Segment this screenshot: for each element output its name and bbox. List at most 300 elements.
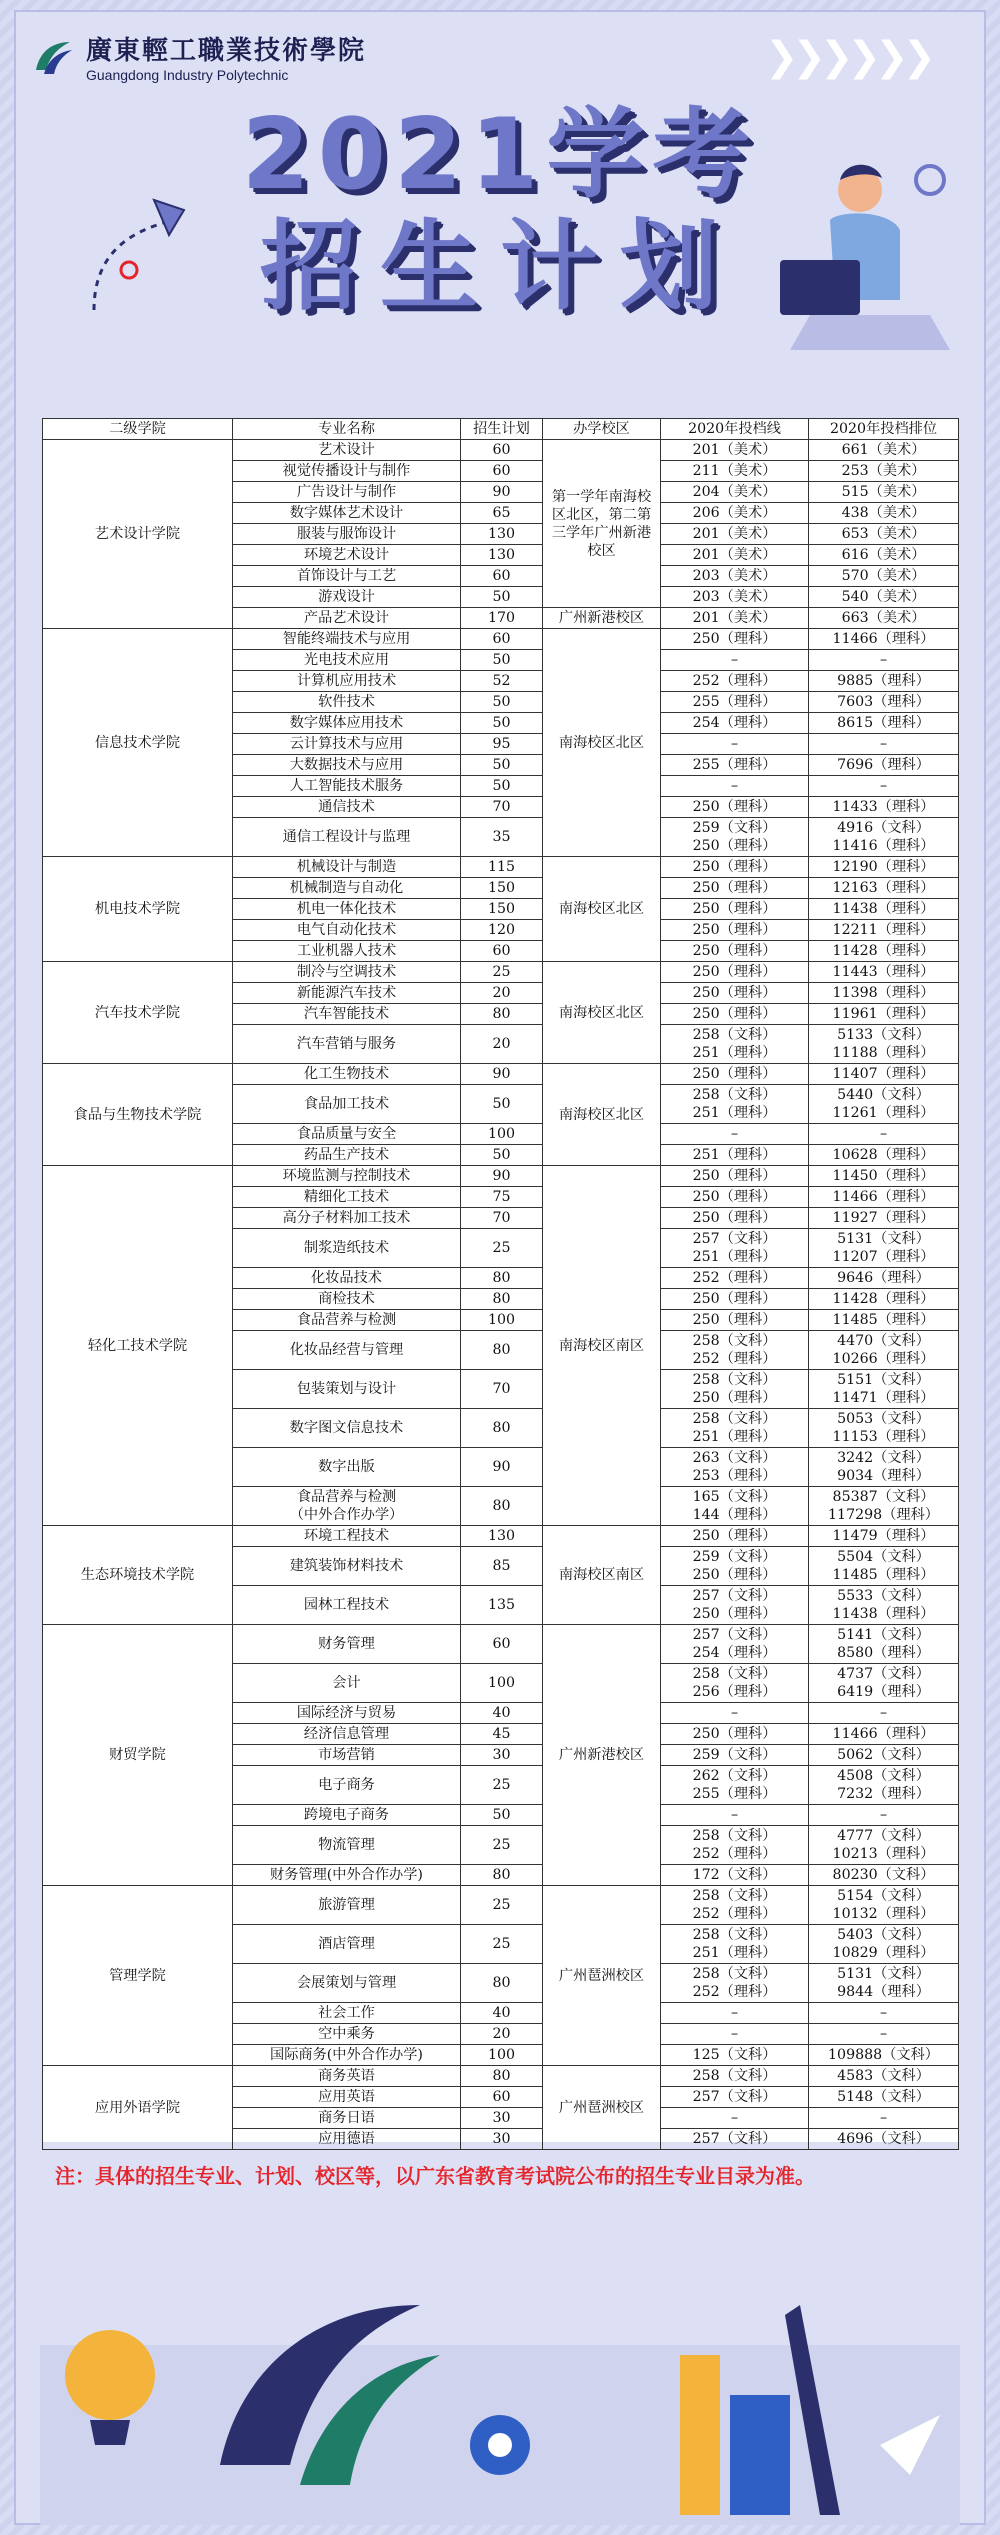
campus-cell: 南海校区北区 [543, 962, 661, 1064]
plan-cell: 50 [461, 755, 543, 776]
plan-cell: 52 [461, 671, 543, 692]
campus-cell: 南海校区南区 [543, 1526, 661, 1625]
score-cell: – [661, 2108, 809, 2129]
major-cell: 产品艺术设计 [233, 608, 461, 629]
plan-cell: 95 [461, 734, 543, 755]
plan-cell: 80 [461, 1268, 543, 1289]
rank-cell: 11479（理科） [809, 1526, 959, 1547]
major-cell: 财务管理 [233, 1625, 461, 1664]
plan-cell: 100 [461, 1124, 543, 1145]
score-cell: 165（文科） 144（理科） [661, 1487, 809, 1526]
score-cell: 201（美术） [661, 608, 809, 629]
major-cell: 国际经济与贸易 [233, 1703, 461, 1724]
major-cell: 财务管理(中外合作办学) [233, 1865, 461, 1886]
score-cell: 259（文科） [661, 1745, 809, 1766]
score-cell: 259（文科） 250（理科） [661, 1547, 809, 1586]
rank-cell: 109888（文科） [809, 2045, 959, 2066]
plan-cell: 45 [461, 1724, 543, 1745]
score-cell: 252（理科） [661, 671, 809, 692]
plan-cell: 50 [461, 1085, 543, 1124]
score-cell: 258（文科） 251（理科） [661, 1409, 809, 1448]
plan-cell: 40 [461, 1703, 543, 1724]
rank-cell: – [809, 2024, 959, 2045]
rank-cell: 4508（文科） 7232（理科） [809, 1766, 959, 1805]
major-cell: 商务日语 [233, 2108, 461, 2129]
bottom-decoration-illustration [40, 2245, 960, 2525]
plan-cell: 80 [461, 2066, 543, 2087]
plan-cell: 50 [461, 1805, 543, 1826]
major-cell: 广告设计与制作 [233, 482, 461, 503]
plan-cell: 50 [461, 587, 543, 608]
college-cell: 财贸学院 [43, 1625, 233, 1886]
rank-cell: 5440（文科） 11261（理科） [809, 1085, 959, 1124]
plan-cell: 90 [461, 1448, 543, 1487]
plan-cell: 80 [461, 1487, 543, 1526]
major-cell: 云计算技术与应用 [233, 734, 461, 755]
rank-cell: 5533（文科） 11438（理科） [809, 1586, 959, 1625]
major-cell: 化妆品技术 [233, 1268, 461, 1289]
plan-cell: 80 [461, 1865, 543, 1886]
score-cell: 258（文科） 252（理科） [661, 1826, 809, 1865]
table-row [43, 440, 959, 461]
plan-cell: 30 [461, 2108, 543, 2129]
table-row [43, 857, 959, 878]
major-cell: 制浆造纸技术 [233, 1229, 461, 1268]
plan-cell: 100 [461, 1310, 543, 1331]
major-cell: 药品生产技术 [233, 1145, 461, 1166]
major-cell: 包装策划与设计 [233, 1370, 461, 1409]
school-name-en: Guangdong Industry Polytechnic [86, 67, 289, 83]
major-cell: 机械设计与制造 [233, 857, 461, 878]
score-cell: 259（文科） 250（理科） [661, 818, 809, 857]
major-cell: 数字媒体应用技术 [233, 713, 461, 734]
college-cell: 轻化工技术学院 [43, 1166, 233, 1526]
plan-cell: 90 [461, 1166, 543, 1187]
rank-cell: 85387（文科） 117298（理科） [809, 1487, 959, 1526]
major-cell: 制冷与空调技术 [233, 962, 461, 983]
score-cell: 251（理科） [661, 1145, 809, 1166]
plan-cell: 20 [461, 2024, 543, 2045]
plan-cell: 50 [461, 650, 543, 671]
rocket-decoration-icon [84, 190, 194, 320]
score-cell: 257（文科） 254（理科） [661, 1625, 809, 1664]
rank-cell: – [809, 1124, 959, 1145]
table-row [43, 1064, 959, 1085]
plan-cell: 25 [461, 962, 543, 983]
table-row [43, 629, 959, 650]
title-line-2: 招生计划 [259, 210, 740, 324]
score-cell: 255（理科） [661, 755, 809, 776]
rank-cell: – [809, 1703, 959, 1724]
plan-cell: 80 [461, 1409, 543, 1448]
major-cell: 环境艺术设计 [233, 545, 461, 566]
major-cell: 新能源汽车技术 [233, 983, 461, 1004]
score-cell: – [661, 776, 809, 797]
score-cell: 263（文科） 253（理科） [661, 1448, 809, 1487]
rank-cell: 11485（理科） [809, 1310, 959, 1331]
rank-cell: 12211（理科） [809, 920, 959, 941]
plan-cell: 100 [461, 1664, 543, 1703]
rank-cell: 11466（理科） [809, 629, 959, 650]
rank-cell: – [809, 734, 959, 755]
plan-cell: 115 [461, 857, 543, 878]
college-cell: 信息技术学院 [43, 629, 233, 857]
campus-cell: 南海校区北区 [543, 1064, 661, 1166]
plan-cell: 100 [461, 2045, 543, 2066]
plan-cell: 30 [461, 2129, 543, 2150]
major-cell: 汽车营销与服务 [233, 1025, 461, 1064]
major-cell: 机电一体化技术 [233, 899, 461, 920]
campus-cell: 第一学年南海校区北区，第二第三学年广州新港校区 [543, 440, 661, 608]
rank-cell: 5131（文科） 11207（理科） [809, 1229, 959, 1268]
score-cell: 258（文科） 250（理科） [661, 1370, 809, 1409]
score-cell: 258（文科） 252（理科） [661, 1964, 809, 2003]
plan-cell: 35 [461, 818, 543, 857]
rank-cell: 570（美术） [809, 566, 959, 587]
major-cell: 化妆品经营与管理 [233, 1331, 461, 1370]
college-cell: 艺术设计学院 [43, 440, 233, 629]
major-cell: 软件技术 [233, 692, 461, 713]
college-cell: 生态环境技术学院 [43, 1526, 233, 1625]
score-cell: – [661, 734, 809, 755]
table-row [43, 1625, 959, 1664]
column-header: 专业名称 [233, 419, 461, 440]
score-cell: – [661, 2003, 809, 2024]
major-cell: 人工智能技术服务 [233, 776, 461, 797]
campus-cell: 广州琶洲校区 [543, 1886, 661, 2066]
rank-cell: 11927（理科） [809, 1208, 959, 1229]
rank-cell: 11433（理科） [809, 797, 959, 818]
score-cell: 257（文科） [661, 2087, 809, 2108]
major-cell: 食品营养与检测 （中外合作办学） [233, 1487, 461, 1526]
rank-cell: 653（美术） [809, 524, 959, 545]
college-cell: 应用外语学院 [43, 2066, 233, 2150]
major-cell: 市场营销 [233, 1745, 461, 1766]
rank-cell: 11961（理科） [809, 1004, 959, 1025]
score-cell: 250（理科） [661, 1004, 809, 1025]
score-cell: 203（美术） [661, 566, 809, 587]
plan-cell: 60 [461, 440, 543, 461]
plan-cell: 50 [461, 692, 543, 713]
rank-cell: 5141（文科） 8580（理科） [809, 1625, 959, 1664]
college-cell: 机电技术学院 [43, 857, 233, 962]
rank-cell: 5154（文科） 10132（理科） [809, 1886, 959, 1925]
rank-cell: 661（美术） [809, 440, 959, 461]
score-cell: 262（文科） 255（理科） [661, 1766, 809, 1805]
major-cell: 食品营养与检测 [233, 1310, 461, 1331]
major-cell: 应用德语 [233, 2129, 461, 2150]
score-cell: 250（理科） [661, 629, 809, 650]
rank-cell: 12163（理科） [809, 878, 959, 899]
plan-cell: 50 [461, 713, 543, 734]
major-cell: 数字媒体艺术设计 [233, 503, 461, 524]
major-cell: 数字出版 [233, 1448, 461, 1487]
rank-cell: 12190（理科） [809, 857, 959, 878]
plan-cell: 40 [461, 2003, 543, 2024]
major-cell: 跨境电子商务 [233, 1805, 461, 1826]
rank-cell: 5403（文科） 10829（理科） [809, 1925, 959, 1964]
plan-cell: 130 [461, 545, 543, 566]
rank-cell: 4696（文科） [809, 2129, 959, 2150]
major-cell: 智能终端技术与应用 [233, 629, 461, 650]
major-cell: 游戏设计 [233, 587, 461, 608]
rank-cell: 438（美术） [809, 503, 959, 524]
rank-cell: 5053（文科） 11153（理科） [809, 1409, 959, 1448]
score-cell: 250（理科） [661, 1166, 809, 1187]
major-cell: 视觉传播设计与制作 [233, 461, 461, 482]
college-cell: 食品与生物技术学院 [43, 1064, 233, 1166]
rank-cell: 11438（理科） [809, 899, 959, 920]
rank-cell: 9646（理科） [809, 1268, 959, 1289]
chevron-decoration-icon: ❯❯❯❯❯❯ [764, 34, 930, 80]
rank-cell: 11407（理科） [809, 1064, 959, 1085]
plan-cell: 25 [461, 1886, 543, 1925]
rank-cell: 3242（文科） 9034（理科） [809, 1448, 959, 1487]
rank-cell: – [809, 1805, 959, 1826]
score-cell: 258（文科） [661, 2066, 809, 2087]
plan-cell: 25 [461, 1826, 543, 1865]
plan-cell: 25 [461, 1229, 543, 1268]
rank-cell: 253（美术） [809, 461, 959, 482]
major-cell: 应用英语 [233, 2087, 461, 2108]
plan-cell: 50 [461, 1145, 543, 1166]
major-cell: 工业机器人技术 [233, 941, 461, 962]
plan-cell: 70 [461, 1208, 543, 1229]
major-cell: 商检技术 [233, 1289, 461, 1310]
major-cell: 食品质量与安全 [233, 1124, 461, 1145]
rank-cell: – [809, 2003, 959, 2024]
plan-cell: 25 [461, 1925, 543, 1964]
rank-cell: 5062（文科） [809, 1745, 959, 1766]
rank-cell: 4916（文科） 11416（理科） [809, 818, 959, 857]
major-cell: 空中乘务 [233, 2024, 461, 2045]
major-cell: 环境监测与控制技术 [233, 1166, 461, 1187]
plan-cell: 20 [461, 983, 543, 1004]
score-cell: 250（理科） [661, 1310, 809, 1331]
plan-cell: 60 [461, 941, 543, 962]
college-cell: 汽车技术学院 [43, 962, 233, 1064]
person-with-laptop-illustration [750, 150, 970, 370]
major-cell: 精细化工技术 [233, 1187, 461, 1208]
major-cell: 环境工程技术 [233, 1526, 461, 1547]
rank-cell: 11450（理科） [809, 1166, 959, 1187]
plan-cell: 80 [461, 1289, 543, 1310]
rank-cell: 9885（理科） [809, 671, 959, 692]
poster-title [220, 100, 780, 325]
plan-cell: 70 [461, 1370, 543, 1409]
column-header: 2020年投档线 [661, 419, 809, 440]
score-cell: – [661, 1805, 809, 1826]
score-cell: 250（理科） [661, 797, 809, 818]
score-cell: 201（美术） [661, 545, 809, 566]
rank-cell: 4777（文科） 10213（理科） [809, 1826, 959, 1865]
score-cell: 250（理科） [661, 920, 809, 941]
rank-cell: 7603（理科） [809, 692, 959, 713]
campus-cell: 南海校区北区 [543, 629, 661, 857]
plan-cell: 30 [461, 1745, 543, 1766]
score-cell: 257（文科） 250（理科） [661, 1586, 809, 1625]
score-cell: 250（理科） [661, 1187, 809, 1208]
score-cell: – [661, 650, 809, 671]
major-cell: 光电技术应用 [233, 650, 461, 671]
rank-cell: 5504（文科） 11485（理科） [809, 1547, 959, 1586]
score-cell: 204（美术） [661, 482, 809, 503]
campus-cell: 广州琶洲校区 [543, 2066, 661, 2150]
rank-cell: 4583（文科） [809, 2066, 959, 2087]
major-cell: 数字图文信息技术 [233, 1409, 461, 1448]
campus-cell: 广州新港校区 [543, 1625, 661, 1886]
table-row [43, 1886, 959, 1925]
score-cell: 201（美术） [661, 440, 809, 461]
rank-cell: 10628（理科） [809, 1145, 959, 1166]
school-logo [30, 30, 366, 83]
plan-cell: 90 [461, 1064, 543, 1085]
score-cell: 125（文科） [661, 2045, 809, 2066]
rank-cell: 11443（理科） [809, 962, 959, 983]
plan-cell: 20 [461, 1025, 543, 1064]
score-cell: 250（理科） [661, 878, 809, 899]
rank-cell: 663（美术） [809, 608, 959, 629]
major-cell: 国际商务(中外合作办学) [233, 2045, 461, 2066]
rank-cell: 540（美术） [809, 587, 959, 608]
score-cell: 258（文科） 252（理科） [661, 1886, 809, 1925]
score-cell: 250（理科） [661, 1526, 809, 1547]
score-cell: 250（理科） [661, 983, 809, 1004]
major-cell: 服装与服饰设计 [233, 524, 461, 545]
major-cell: 艺术设计 [233, 440, 461, 461]
score-cell: 258（文科） 256（理科） [661, 1664, 809, 1703]
plan-cell: 60 [461, 1625, 543, 1664]
rank-cell: 11466（理科） [809, 1724, 959, 1745]
rank-cell: 4737（文科） 6419（理科） [809, 1664, 959, 1703]
table-row [43, 2066, 959, 2087]
plan-cell: 135 [461, 1586, 543, 1625]
enrollment-plan-table-container [42, 418, 958, 2147]
major-cell: 通信工程设计与监理 [233, 818, 461, 857]
score-cell: 250（理科） [661, 1064, 809, 1085]
rank-cell: 515（美术） [809, 482, 959, 503]
plan-cell: 65 [461, 503, 543, 524]
major-cell: 商务英语 [233, 2066, 461, 2087]
major-cell: 会计 [233, 1664, 461, 1703]
score-cell: 258（文科） 251（理科） [661, 1085, 809, 1124]
plan-cell: 130 [461, 1526, 543, 1547]
column-header: 二级学院 [43, 419, 233, 440]
rank-cell: 5133（文科） 11188（理科） [809, 1025, 959, 1064]
plan-cell: 85 [461, 1547, 543, 1586]
campus-cell: 广州新港校区 [543, 608, 661, 629]
major-cell: 首饰设计与工艺 [233, 566, 461, 587]
score-cell: 206（美术） [661, 503, 809, 524]
enrollment-note: 注：具体的招生专业、计划、校区等，以广东省教育考试院公布的招生专业目录为准。 [55, 2164, 815, 2188]
plan-cell: 80 [461, 1331, 543, 1370]
rank-cell: 11428（理科） [809, 1289, 959, 1310]
plan-cell: 50 [461, 776, 543, 797]
plan-cell: 150 [461, 899, 543, 920]
score-cell: – [661, 1703, 809, 1724]
score-cell: 250（理科） [661, 962, 809, 983]
score-cell: 255（理科） [661, 692, 809, 713]
major-cell: 物流管理 [233, 1826, 461, 1865]
plan-cell: 60 [461, 2087, 543, 2108]
major-cell: 社会工作 [233, 2003, 461, 2024]
column-header: 2020年投档排位 [809, 419, 959, 440]
rank-cell: 5148（文科） [809, 2087, 959, 2108]
score-cell: 252（理科） [661, 1268, 809, 1289]
score-cell: – [661, 2024, 809, 2045]
plan-cell: 60 [461, 461, 543, 482]
major-cell: 通信技术 [233, 797, 461, 818]
plan-cell: 60 [461, 629, 543, 650]
plan-cell: 120 [461, 920, 543, 941]
score-cell: 250（理科） [661, 1289, 809, 1310]
school-emblem-icon [30, 34, 76, 80]
score-cell: 250（理科） [661, 1208, 809, 1229]
score-cell: 250（理科） [661, 857, 809, 878]
score-cell: 250（理科） [661, 1724, 809, 1745]
rank-cell: 8615（理科） [809, 713, 959, 734]
plan-cell: 90 [461, 482, 543, 503]
score-cell: 258（文科） 252（理科） [661, 1331, 809, 1370]
table-row [43, 962, 959, 983]
rank-cell: – [809, 776, 959, 797]
major-cell: 旅游管理 [233, 1886, 461, 1925]
plan-cell: 130 [461, 524, 543, 545]
major-cell: 园林工程技术 [233, 1586, 461, 1625]
table-row [43, 1526, 959, 1547]
score-cell: 250（理科） [661, 899, 809, 920]
major-cell: 酒店管理 [233, 1925, 461, 1964]
plan-cell: 75 [461, 1187, 543, 1208]
rank-cell: 80230（文科） [809, 1865, 959, 1886]
rank-cell: 4470（文科） 10266（理科） [809, 1331, 959, 1370]
rank-cell: 5131（文科） 9844（理科） [809, 1964, 959, 2003]
rank-cell: 11398（理科） [809, 983, 959, 1004]
major-cell: 经济信息管理 [233, 1724, 461, 1745]
title-line-1: 2021学考 [241, 98, 759, 212]
score-cell: 257（文科） 251（理科） [661, 1229, 809, 1268]
campus-cell: 南海校区北区 [543, 857, 661, 962]
score-cell: 201（美术） [661, 524, 809, 545]
column-header: 办学校区 [543, 419, 661, 440]
plan-cell: 170 [461, 608, 543, 629]
score-cell: 254（理科） [661, 713, 809, 734]
major-cell: 化工生物技术 [233, 1064, 461, 1085]
major-cell: 建筑装饰材料技术 [233, 1547, 461, 1586]
college-cell: 管理学院 [43, 1886, 233, 2066]
major-cell: 大数据技术与应用 [233, 755, 461, 776]
plan-cell: 60 [461, 566, 543, 587]
score-cell: 258（文科） 251（理科） [661, 1025, 809, 1064]
rank-cell: 11428（理科） [809, 941, 959, 962]
major-cell: 机械制造与自动化 [233, 878, 461, 899]
major-cell: 高分子材料加工技术 [233, 1208, 461, 1229]
column-header: 招生计划 [461, 419, 543, 440]
major-cell: 计算机应用技术 [233, 671, 461, 692]
rank-cell: – [809, 650, 959, 671]
rank-cell: 7696（理科） [809, 755, 959, 776]
rank-cell: 5151（文科） 11471（理科） [809, 1370, 959, 1409]
plan-cell: 150 [461, 878, 543, 899]
major-cell: 汽车智能技术 [233, 1004, 461, 1025]
enrollment-plan-table [42, 418, 959, 2150]
plan-cell: 70 [461, 797, 543, 818]
major-cell: 电子商务 [233, 1766, 461, 1805]
school-name-cn: 廣東輕工職業技術學院 [86, 36, 367, 66]
campus-cell: 南海校区南区 [543, 1166, 661, 1526]
plan-cell: 80 [461, 1004, 543, 1025]
table-row [43, 1166, 959, 1187]
